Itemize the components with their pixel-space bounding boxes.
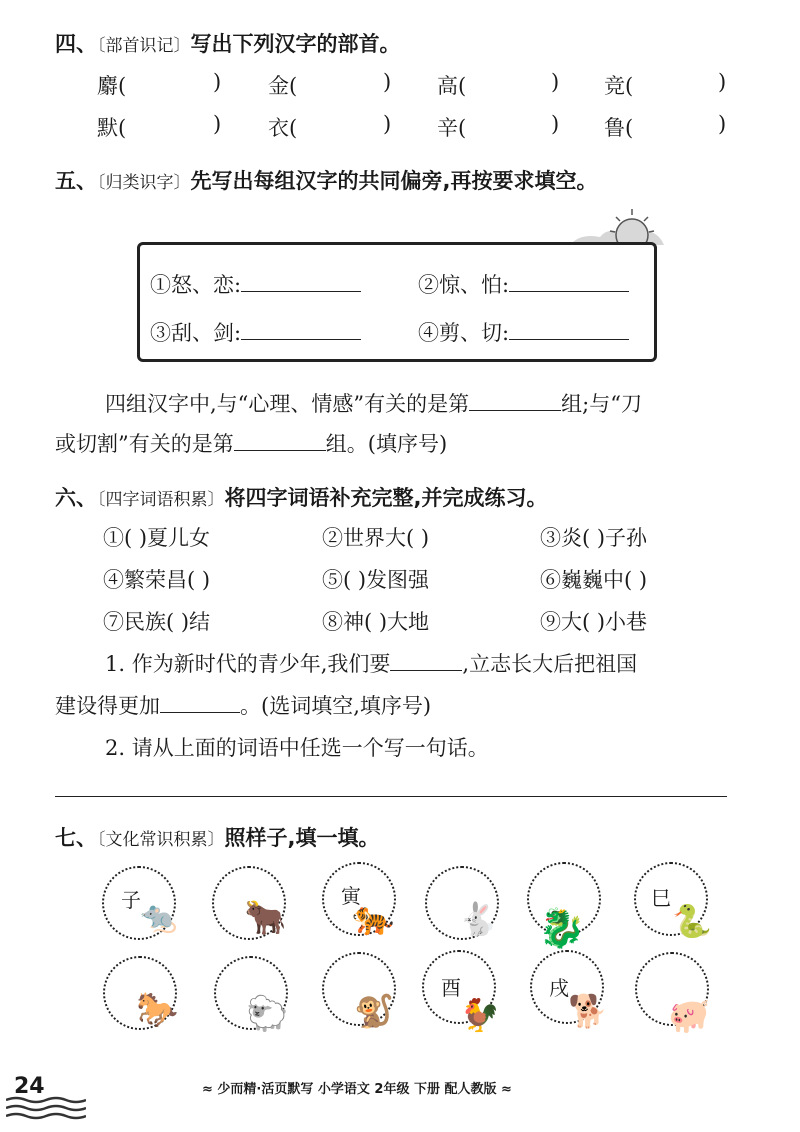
idiom-item: ④繁荣昌( ) <box>103 568 211 592</box>
radical-item: 鲁( <box>604 116 634 140</box>
wave-decoration-icon <box>6 1094 86 1124</box>
radical-item: 辛( <box>437 116 467 140</box>
zodiac-char: 巳 <box>651 886 671 910</box>
radical-item: 默( <box>97 116 127 140</box>
idiom-item: ⑤( )发图强 <box>322 568 430 592</box>
rat-icon: 🐀 <box>140 900 178 935</box>
radical-item: 衣( <box>268 116 298 140</box>
answer-blank[interactable] <box>241 272 361 292</box>
radical-item: 高( <box>437 74 467 98</box>
zodiac-char: 子 <box>121 888 141 912</box>
radical-item: 金( <box>268 74 298 98</box>
group-1: ①怒、恋: <box>150 269 361 299</box>
section6-q1-line1: 1. 作为新时代的青少年,我们要 ,立志长大后把祖国 <box>105 652 638 676</box>
idiom-item: ③炎( )子孙 <box>540 526 648 550</box>
zodiac-char: 戌 <box>549 976 569 1000</box>
idiom-item: ⑧神( )大地 <box>322 610 430 634</box>
answer-blank[interactable] <box>241 320 361 340</box>
answer-blank[interactable] <box>160 693 240 713</box>
idiom-item: ⑦民族( )结 <box>103 610 211 634</box>
group-2: ②惊、怕: <box>418 269 629 299</box>
group-4: ④剪、切: <box>418 317 629 347</box>
dragon-icon: 🐉 <box>538 906 586 950</box>
dog-icon: 🐕 <box>568 992 608 1030</box>
section5-heading: 五、〔归类识字〕先写出每组汉字的共同偏旁,再按要求填空。 <box>55 169 598 193</box>
tiger-icon: 🐅 <box>352 898 395 938</box>
page-number: 24 <box>14 1074 45 1099</box>
radical-item: 竞( <box>604 74 634 98</box>
answer-blank[interactable] <box>509 320 629 340</box>
idiom-item: ⑥巍巍中( ) <box>540 568 648 592</box>
sentence-writing-line[interactable] <box>55 796 727 797</box>
section7-heading: 七、〔文化常识积累〕照样子,填一填。 <box>55 826 380 850</box>
radical-item: 麝( <box>97 74 127 98</box>
ox-icon: 🐂 <box>244 898 287 938</box>
footer-info: ≈ 少而精·活页默写 小学语文 2年级 下册 配人教版 ≈ <box>202 1082 512 1097</box>
answer-blank[interactable] <box>509 272 629 292</box>
idiom-item: ①( )夏儿女 <box>103 526 211 550</box>
section5-question-line1: 四组汉字中,与“心理、情感”有关的是第 组;与“刀 <box>105 392 642 416</box>
answer-blank[interactable] <box>469 391 561 411</box>
section4-heading: 四、〔部首识记〕写出下列汉字的部首。 <box>55 32 401 56</box>
section6-heading: 六、〔四字词语积累〕将四字词语补充完整,并完成练习。 <box>55 486 548 510</box>
horse-icon: 🐎 <box>136 990 179 1030</box>
zodiac-char: 寅 <box>341 884 361 908</box>
group-3: ③刮、剑: <box>150 317 361 347</box>
radical-groups-box <box>137 242 657 362</box>
snake-icon: 🐍 <box>672 902 712 940</box>
answer-blank[interactable] <box>234 431 326 451</box>
goat-icon: 🐑 <box>246 994 289 1034</box>
section5-question-line2: 或切割”有关的是第 组。(填序号) <box>55 432 448 456</box>
answer-blank[interactable] <box>390 651 462 671</box>
section6-q2: 2. 请从上面的词语中任选一个写一句话。 <box>105 736 489 760</box>
rooster-icon: 🐓 <box>460 996 500 1034</box>
section6-q1-line2: 建设得更加 。(选词填空,填序号) <box>55 694 432 718</box>
rabbit-icon: 🐇 <box>458 900 498 938</box>
idiom-item: ⑨大( )小巷 <box>540 610 648 634</box>
pig-icon: 🐖 <box>668 996 711 1036</box>
idiom-item: ②世界大( ) <box>322 526 430 550</box>
monkey-icon: 🐒 <box>354 992 394 1030</box>
zodiac-char: 酉 <box>441 976 461 1000</box>
